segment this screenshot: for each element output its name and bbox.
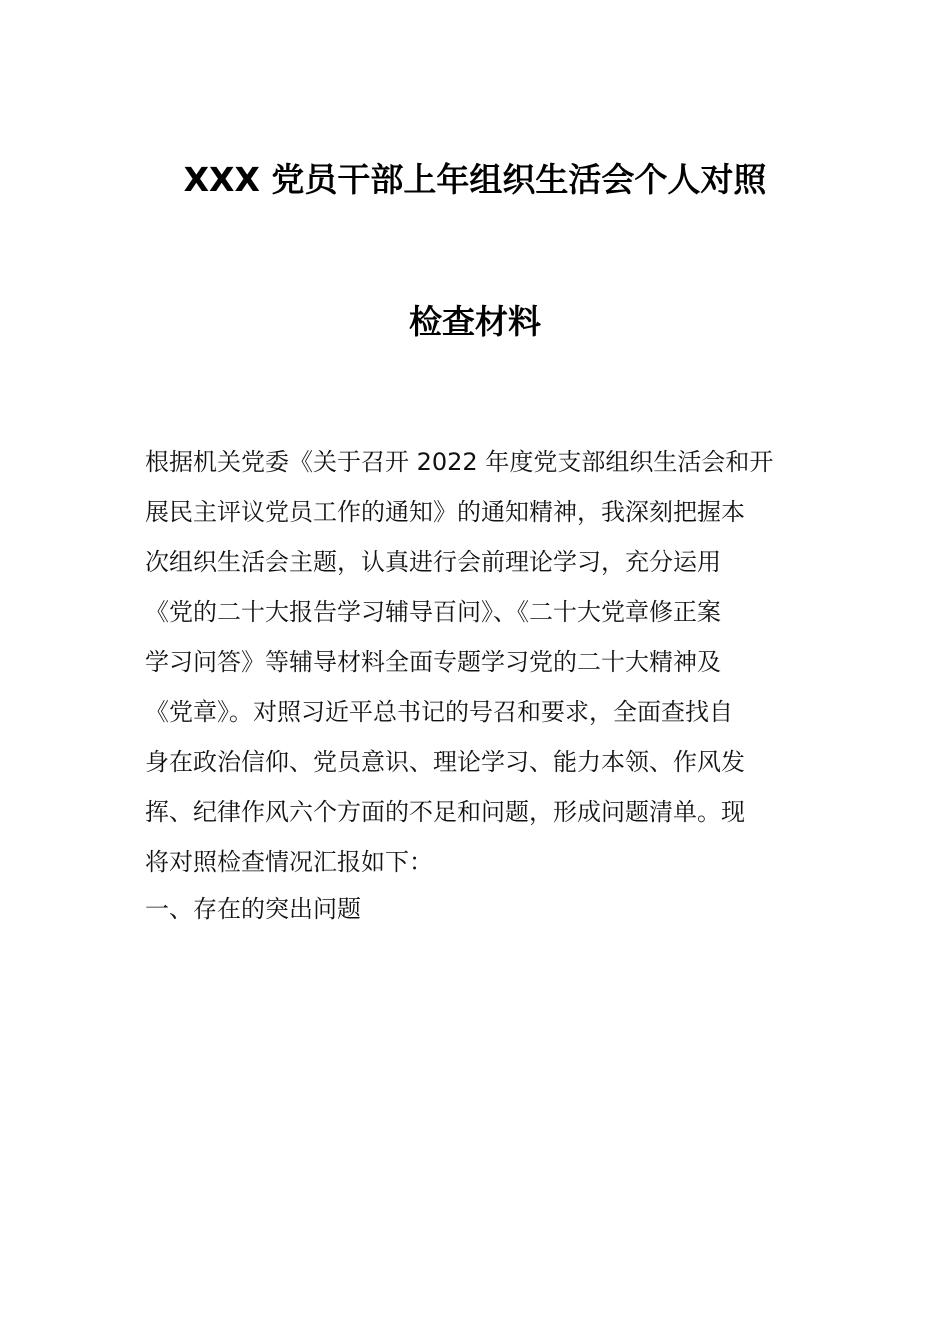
document-title-line-2: 检查材料 — [409, 302, 541, 341]
paragraph-line: 展民主评议党员工作的通知》的通知精神，我深刻把握本 — [145, 498, 745, 526]
paragraph-line: 身在政治信仰、党员意识、理论学习、能力本领、作风发 — [145, 748, 745, 776]
paragraph-line: 根据机关党委《关于召开 2022 年度党支部组织生活会和开 — [145, 448, 774, 476]
intro-paragraph — [145, 437, 815, 887]
paragraph-line: 《党章》。对照习近平总书记的号召和要求，全面查找自 — [145, 698, 733, 726]
section-heading: 一、存在的突出问题 — [145, 895, 361, 923]
paragraph-line: 次组织生活会主题，认真进行会前理论学习，充分运用 — [145, 548, 721, 576]
paragraph-line: 将对照检查情况汇报如下： — [145, 848, 433, 876]
paragraph-line: 学习问答》等辅导材料全面专题学习党的二十大精神及 — [145, 648, 721, 676]
paragraph-line: 《党的二十大报告学习辅导百问》、《二十大党章修正案 — [145, 598, 721, 626]
document-title-line-1: XXX 党员干部上年组织生活会个人对照 — [183, 160, 767, 199]
paragraph-line: 挥、纪律作风六个方面的不足和问题，形成问题清单。现 — [145, 798, 745, 826]
